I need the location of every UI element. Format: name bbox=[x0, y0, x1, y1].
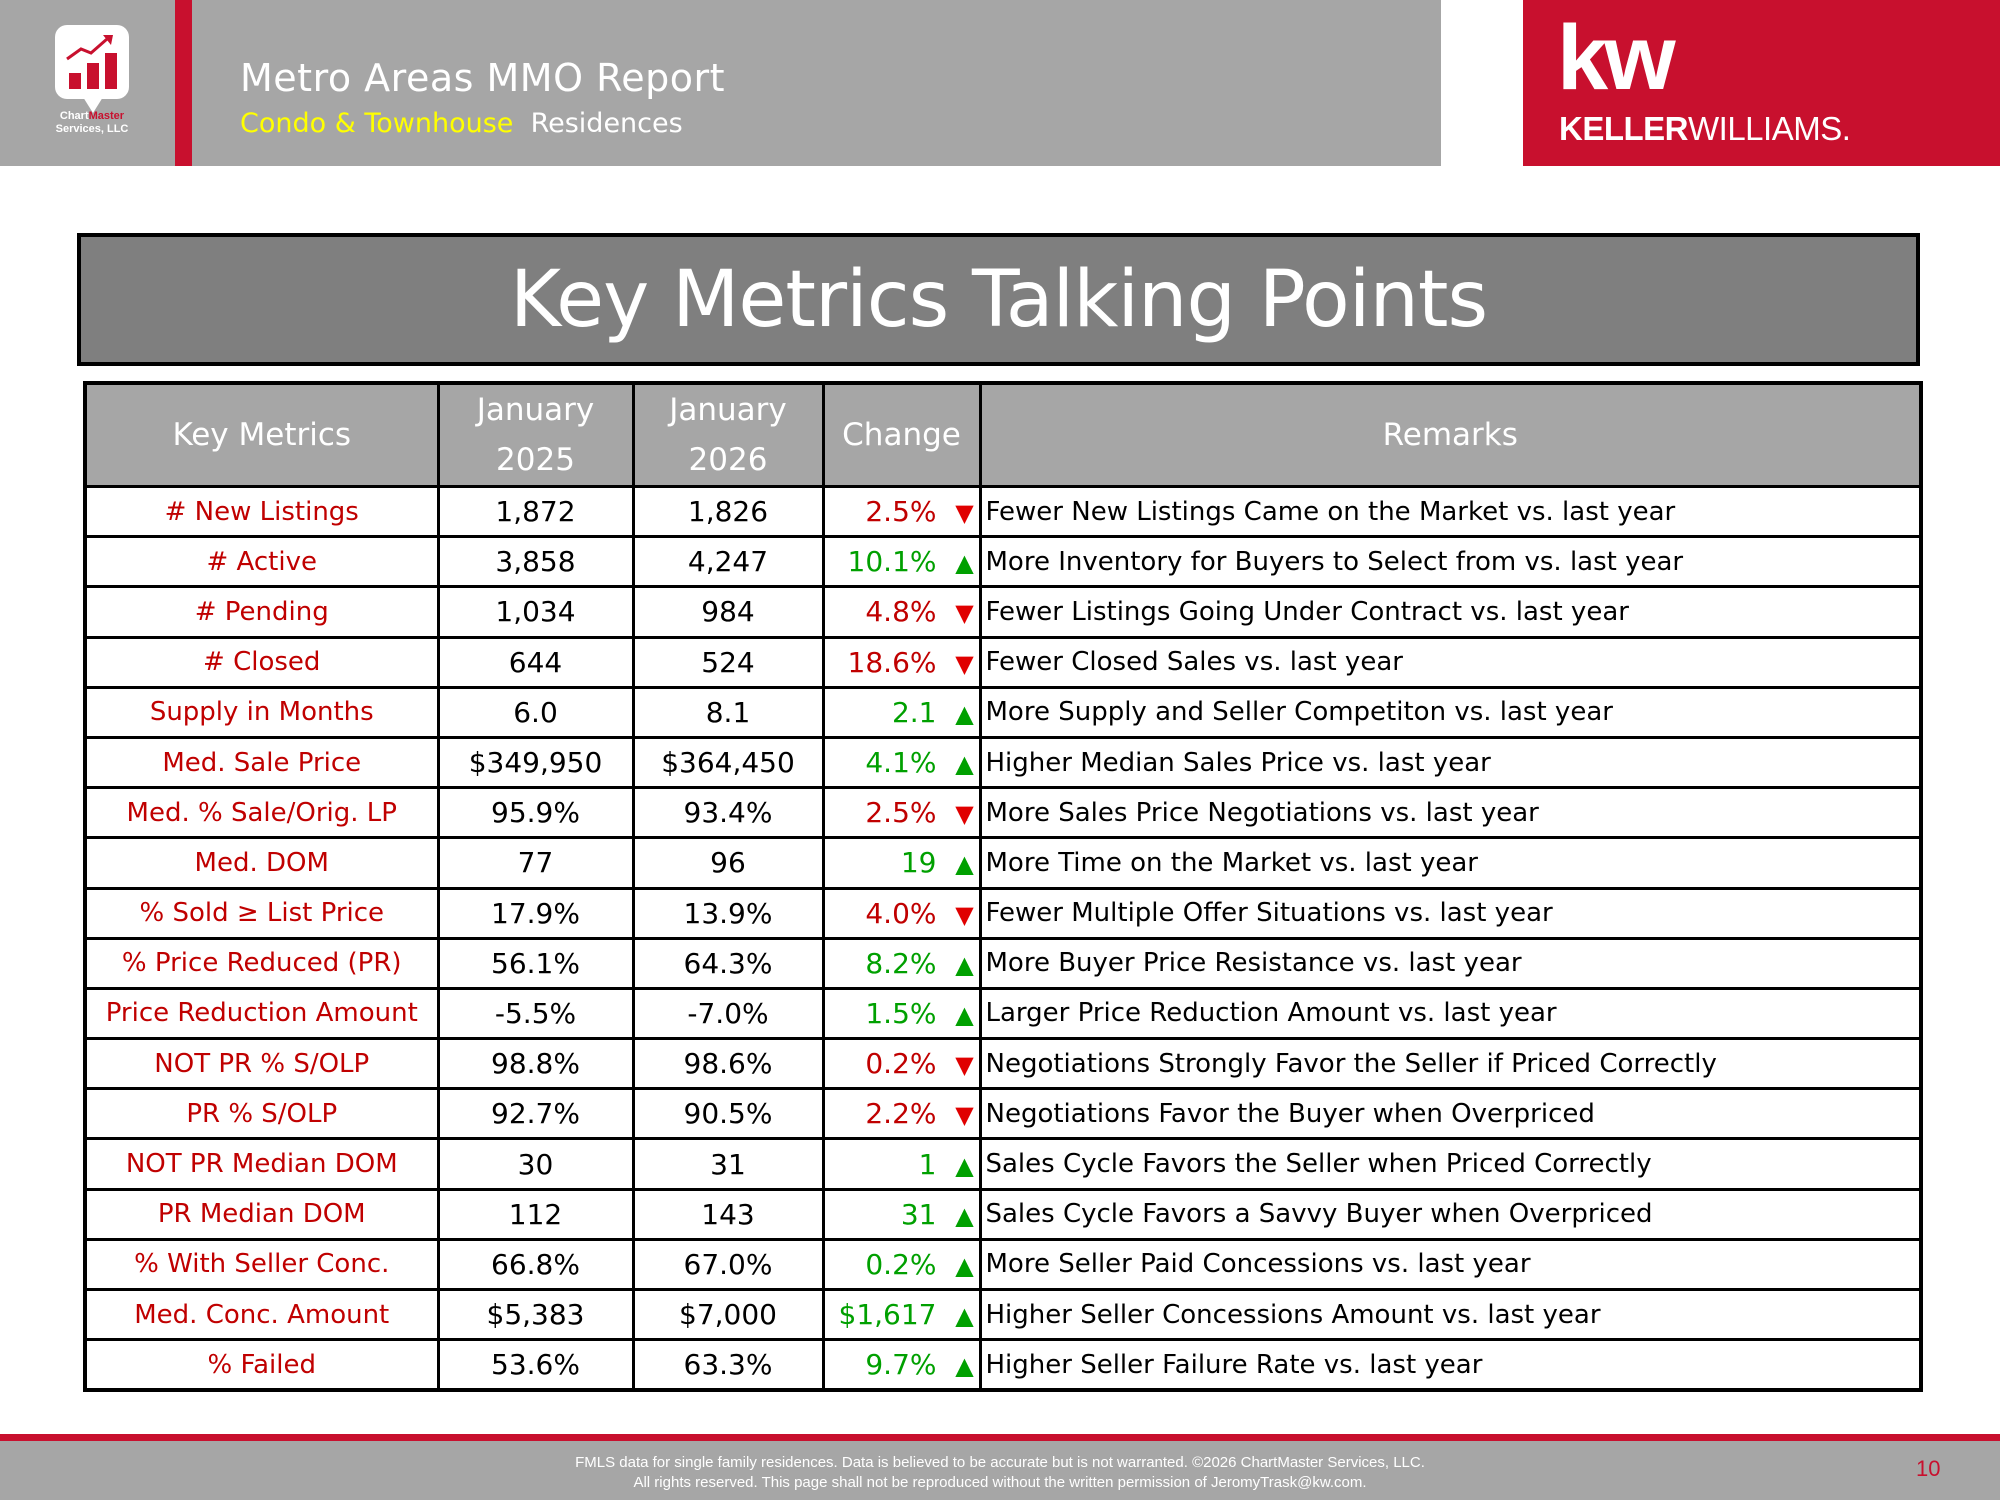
header-january-2026: January 2026 bbox=[633, 383, 823, 487]
metric-name: Med. Conc. Amount bbox=[85, 1290, 438, 1340]
value-2026: 31 bbox=[633, 1139, 823, 1189]
metric-name: Med. % Sale/Orig. LP bbox=[85, 788, 438, 838]
logo-company-name: ChartMaster Services, LLC bbox=[55, 110, 129, 135]
subtitle-highlight: Condo & Townhouse bbox=[240, 108, 514, 139]
header-january-2025: January 2025 bbox=[438, 383, 633, 487]
header-change: Change bbox=[823, 383, 980, 487]
arrow-down-icon: ▼ bbox=[955, 499, 974, 528]
change-cell bbox=[823, 1239, 980, 1289]
change-cell bbox=[823, 1340, 980, 1390]
report-subtitle bbox=[240, 108, 683, 139]
change-value: 0.2% bbox=[865, 1247, 937, 1281]
value-2026: 4,247 bbox=[633, 537, 823, 587]
remark: More Sales Price Negotiations vs. last year bbox=[980, 788, 1921, 838]
change-value: 31 bbox=[900, 1197, 937, 1231]
table-header-row bbox=[85, 383, 1921, 487]
value-2025: 6.0 bbox=[438, 687, 633, 737]
keller-williams-logo bbox=[1523, 0, 2000, 166]
metric-name: % Price Reduced (PR) bbox=[85, 938, 438, 988]
change-cell bbox=[823, 888, 980, 938]
value-2025: 112 bbox=[438, 1189, 633, 1239]
metric-name: # Active bbox=[85, 537, 438, 587]
remark: More Time on the Market vs. last year bbox=[980, 838, 1921, 888]
remark: Fewer Closed Sales vs. last year bbox=[980, 637, 1921, 687]
remark: Larger Price Reduction Amount vs. last year bbox=[980, 988, 1921, 1038]
footer-line-1: FMLS data for single family residences. Data is believed to be accurate but is not warranted. ©2026 ChartMaster Services, LLC. bbox=[575, 1454, 1425, 1471]
change-value: 2.1 bbox=[891, 695, 937, 729]
arrow-up-icon: ▲ bbox=[955, 699, 974, 728]
remark: Fewer New Listings Came on the Market vs. last year bbox=[980, 487, 1921, 537]
value-2025: 1,034 bbox=[438, 587, 633, 637]
change-value: 2.5% bbox=[865, 495, 937, 529]
value-2026: 63.3% bbox=[633, 1340, 823, 1390]
table-row bbox=[85, 1239, 1921, 1289]
page-title: Key Metrics Talking Points bbox=[509, 254, 1488, 345]
arrow-down-icon: ▼ bbox=[955, 1101, 974, 1130]
change-cell bbox=[823, 1139, 980, 1189]
value-2026: $7,000 bbox=[633, 1290, 823, 1340]
change-cell bbox=[823, 788, 980, 838]
arrow-down-icon: ▼ bbox=[955, 1051, 974, 1080]
remark: Negotiations Strongly Favor the Seller if Priced Correctly bbox=[980, 1039, 1921, 1089]
arrow-up-icon: ▲ bbox=[955, 950, 974, 979]
header-key-metrics: Key Metrics bbox=[85, 383, 438, 487]
remark: Fewer Listings Going Under Contract vs. last year bbox=[980, 587, 1921, 637]
change-cell bbox=[823, 587, 980, 637]
change-value: 1 bbox=[918, 1147, 937, 1181]
remark: Higher Seller Concessions Amount vs. last year bbox=[980, 1290, 1921, 1340]
subtitle-rest: Residences bbox=[530, 108, 683, 139]
table-row bbox=[85, 1139, 1921, 1189]
value-2026: 67.0% bbox=[633, 1239, 823, 1289]
table-row bbox=[85, 988, 1921, 1038]
change-value: 4.8% bbox=[865, 595, 937, 629]
change-value: 4.0% bbox=[865, 896, 937, 930]
table-row bbox=[85, 1089, 1921, 1139]
value-2025: 30 bbox=[438, 1139, 633, 1189]
remark: Negotiations Favor the Buyer when Overpriced bbox=[980, 1089, 1921, 1139]
title-bar bbox=[77, 233, 1920, 366]
key-metrics-table bbox=[83, 381, 1923, 1392]
change-value: 19 bbox=[900, 846, 937, 880]
table-row bbox=[85, 1290, 1921, 1340]
change-value: 10.1% bbox=[847, 545, 937, 579]
value-2026: 93.4% bbox=[633, 788, 823, 838]
value-2025: -5.5% bbox=[438, 988, 633, 1038]
arrow-down-icon: ▼ bbox=[955, 900, 974, 929]
value-2026: $364,450 bbox=[633, 737, 823, 787]
metric-name: Price Reduction Amount bbox=[85, 988, 438, 1038]
arrow-up-icon: ▲ bbox=[955, 850, 974, 879]
arrow-up-icon: ▲ bbox=[955, 750, 974, 779]
change-cell bbox=[823, 988, 980, 1038]
table-row bbox=[85, 1189, 1921, 1239]
arrow-up-icon: ▲ bbox=[955, 1251, 974, 1280]
change-cell bbox=[823, 838, 980, 888]
remark: More Seller Paid Concessions vs. last year bbox=[980, 1239, 1921, 1289]
value-2026: 96 bbox=[633, 838, 823, 888]
metric-name: Med. Sale Price bbox=[85, 737, 438, 787]
value-2025: 1,872 bbox=[438, 487, 633, 537]
value-2025: 66.8% bbox=[438, 1239, 633, 1289]
value-2025: 3,858 bbox=[438, 537, 633, 587]
change-cell bbox=[823, 938, 980, 988]
metric-name: % Sold ≥ List Price bbox=[85, 888, 438, 938]
arrow-up-icon: ▲ bbox=[955, 1201, 974, 1230]
value-2025: 92.7% bbox=[438, 1089, 633, 1139]
arrow-down-icon: ▼ bbox=[955, 649, 974, 678]
table-row bbox=[85, 487, 1921, 537]
table-row bbox=[85, 637, 1921, 687]
table-row bbox=[85, 1039, 1921, 1089]
value-2025: $349,950 bbox=[438, 737, 633, 787]
remark: More Supply and Seller Competiton vs. last year bbox=[980, 687, 1921, 737]
table-row bbox=[85, 737, 1921, 787]
change-value: 0.2% bbox=[865, 1047, 937, 1081]
page-number: 10 bbox=[1916, 1456, 1941, 1481]
metric-name: % With Seller Conc. bbox=[85, 1239, 438, 1289]
table-row bbox=[85, 788, 1921, 838]
footer-line-2: All rights reserved. This page shall not be reproduced without the written permission of JeromyTrask@kw.com. bbox=[633, 1474, 1367, 1491]
change-cell bbox=[823, 737, 980, 787]
arrow-up-icon: ▲ bbox=[955, 549, 974, 578]
value-2026: 8.1 bbox=[633, 687, 823, 737]
header-remarks: Remarks bbox=[980, 383, 1921, 487]
value-2026: 64.3% bbox=[633, 938, 823, 988]
chartmaster-logo bbox=[0, 0, 175, 166]
table-row bbox=[85, 888, 1921, 938]
metric-name: # Closed bbox=[85, 637, 438, 687]
kw-mark: kw bbox=[1557, 7, 1672, 109]
change-cell bbox=[823, 687, 980, 737]
change-cell bbox=[823, 487, 980, 537]
arrow-up-icon: ▲ bbox=[955, 1151, 974, 1180]
metric-name: PR Median DOM bbox=[85, 1189, 438, 1239]
value-2025: 17.9% bbox=[438, 888, 633, 938]
metric-name: # Pending bbox=[85, 587, 438, 637]
value-2025: 644 bbox=[438, 637, 633, 687]
arrow-down-icon: ▼ bbox=[955, 800, 974, 829]
change-cell bbox=[823, 1290, 980, 1340]
arrow-up-icon: ▲ bbox=[955, 1000, 974, 1029]
metric-name: # New Listings bbox=[85, 487, 438, 537]
value-2025: 95.9% bbox=[438, 788, 633, 838]
value-2026: 13.9% bbox=[633, 888, 823, 938]
change-value: 18.6% bbox=[847, 645, 937, 679]
change-value: $1,617 bbox=[838, 1298, 937, 1332]
value-2025: 98.8% bbox=[438, 1039, 633, 1089]
value-2025: 77 bbox=[438, 838, 633, 888]
remark: More Buyer Price Resistance vs. last year bbox=[980, 938, 1921, 988]
change-cell bbox=[823, 637, 980, 687]
arrow-up-icon: ▲ bbox=[955, 1352, 974, 1381]
change-value: 8.2% bbox=[865, 946, 937, 980]
value-2026: 90.5% bbox=[633, 1089, 823, 1139]
footer-disclaimer bbox=[0, 1453, 2000, 1493]
table-row bbox=[85, 938, 1921, 988]
metric-name: NOT PR % S/OLP bbox=[85, 1039, 438, 1089]
metric-name: PR % S/OLP bbox=[85, 1089, 438, 1139]
report-title: Metro Areas MMO Report bbox=[240, 56, 726, 100]
value-2026: -7.0% bbox=[633, 988, 823, 1038]
change-value: 1.5% bbox=[865, 996, 937, 1030]
metric-name: % Failed bbox=[85, 1340, 438, 1390]
table-row bbox=[85, 1340, 1921, 1390]
table-row bbox=[85, 838, 1921, 888]
value-2025: 56.1% bbox=[438, 938, 633, 988]
remark: Higher Seller Failure Rate vs. last year bbox=[980, 1340, 1921, 1390]
remark: Sales Cycle Favors a Savvy Buyer when Overpriced bbox=[980, 1189, 1921, 1239]
remark: More Inventory for Buyers to Select from vs. last year bbox=[980, 537, 1921, 587]
metric-name: Med. DOM bbox=[85, 838, 438, 888]
chart-logo-icon bbox=[55, 25, 129, 99]
remark: Fewer Multiple Offer Situations vs. last year bbox=[980, 888, 1921, 938]
table-row bbox=[85, 537, 1921, 587]
metric-name: Supply in Months bbox=[85, 687, 438, 737]
value-2026: 1,826 bbox=[633, 487, 823, 537]
change-value: 4.1% bbox=[865, 746, 937, 780]
table-row bbox=[85, 587, 1921, 637]
arrow-up-icon: ▲ bbox=[955, 1302, 974, 1331]
remark: Sales Cycle Favors the Seller when Priced Correctly bbox=[980, 1139, 1921, 1189]
kw-wordmark: KELLERWILLIAMS. bbox=[1559, 110, 1851, 147]
change-value: 2.2% bbox=[865, 1097, 937, 1131]
change-cell bbox=[823, 1189, 980, 1239]
value-2026: 143 bbox=[633, 1189, 823, 1239]
footer-red-line bbox=[0, 1434, 2000, 1441]
value-2026: 524 bbox=[633, 637, 823, 687]
change-value: 2.5% bbox=[865, 796, 937, 830]
arrow-down-icon: ▼ bbox=[955, 599, 974, 628]
metric-name: NOT PR Median DOM bbox=[85, 1139, 438, 1189]
change-value: 9.7% bbox=[865, 1348, 937, 1382]
change-cell bbox=[823, 1089, 980, 1139]
value-2025: $5,383 bbox=[438, 1290, 633, 1340]
change-cell bbox=[823, 1039, 980, 1089]
header-red-stripe bbox=[175, 0, 192, 166]
value-2026: 984 bbox=[633, 587, 823, 637]
value-2025: 53.6% bbox=[438, 1340, 633, 1390]
value-2026: 98.6% bbox=[633, 1039, 823, 1089]
change-cell bbox=[823, 537, 980, 587]
remark: Higher Median Sales Price vs. last year bbox=[980, 737, 1921, 787]
table-row bbox=[85, 687, 1921, 737]
